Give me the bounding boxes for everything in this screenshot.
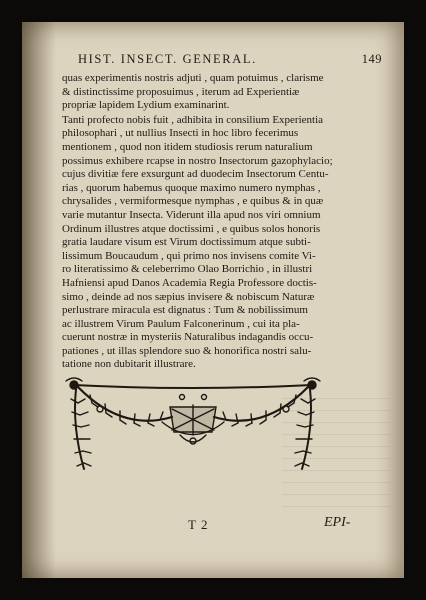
show-through-ink <box>282 387 390 507</box>
text-line: mentionem , quod non itidem studiosis rerum naturalium <box>62 140 313 153</box>
text-line: cuerunt nostræ in mysteriis Naturalibus indagandis occu- <box>62 331 314 344</box>
text-line: philosophari , ut nullius Insecti in hoc libro fecerimus <box>62 127 299 140</box>
text-line: varie mutantur Insecta. Viderunt illa apud nos viri omnium <box>62 208 321 221</box>
page-number: 149 <box>361 52 382 66</box>
text-line: cujus divitiæ fere exsurgunt ad duodecim Insectorum Centu- <box>62 168 329 181</box>
text-line: rias , quorum habemus quoque maximo numero nymphas , <box>62 181 321 194</box>
text-line: Hafniensi apud Danos Academia Regia Professore doctis- <box>62 276 317 289</box>
running-title: HIST. INSECT. GENERAL. <box>78 52 257 66</box>
text-line: quas experimentis nostris adjuti , quam potuimus , clarisme <box>62 72 324 84</box>
text-line: chrysalides , vermiformesque nymphas , e quibus & in quæ <box>62 195 324 208</box>
text-line: perlustrare miracula est dignatus : Tum & nobilissimum <box>62 304 308 317</box>
text-line: tatione non dubitarit illustrare. <box>62 358 196 371</box>
text-line: & distinctissime proposuimus , iterum ad Experientiæ <box>62 85 300 98</box>
text-line: propriæ lapidem Lydium examinarint. <box>62 99 230 112</box>
text-line: Ordinum illustres atque doctissimi , e quibus solos honoris <box>62 222 321 235</box>
book-page <box>22 22 404 578</box>
text-line: possimus exhibere rcapse in nostro Insectorum gazophylacio; <box>62 154 333 167</box>
page-gutter-shadow <box>22 22 56 578</box>
text-line: gratia laudare visum est Virum doctissimum atque subti- <box>62 236 311 249</box>
text-line: ro literatissimo & celeberrimo Olao Borrichio , in illustri <box>62 263 313 276</box>
text-line: ac illustrem Virum Paulum Falconerinum , cui ita pla- <box>62 317 300 330</box>
text-line: pationes , ut illas splendore suo & honorifica nostri salu- <box>62 344 312 357</box>
body-text <box>62 72 384 372</box>
text-line: Tanti profecto nobis fuit , adhibita in consilium Experientia <box>62 113 324 126</box>
text-line: lissimum Boucaudum , qui primo nos invisens comite Vi- <box>62 249 316 262</box>
signature-mark: T 2 <box>188 517 209 532</box>
text-line: simo , deinde ad nos sæpius invisere & nobiscum Naturæ <box>62 290 315 303</box>
catchword: EPI- <box>324 515 351 530</box>
